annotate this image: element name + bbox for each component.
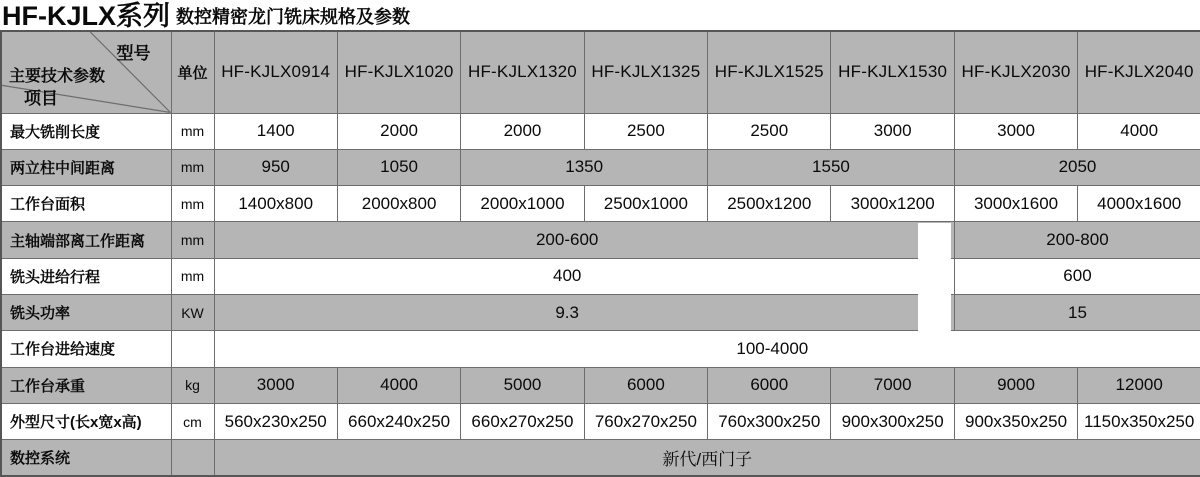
corner-params-label: 主要技术参数 [9, 68, 106, 85]
row-label: 两立柱中间距离 [1, 149, 171, 185]
value-cell: 15 [954, 294, 1200, 330]
value-cell: 2000 [337, 113, 460, 149]
value-cell: 新代/西门子 [214, 440, 1200, 476]
value-cell: 4000x1600 [1078, 186, 1200, 222]
value-cell: 1400x800 [214, 186, 337, 222]
series-title: HF-KJLX系列 [2, 1, 170, 31]
value-cell: 2500 [708, 113, 831, 149]
value-cell: 2000x1000 [461, 186, 584, 222]
row-label: 外型尺寸(长x宽x高) [1, 403, 171, 439]
model-header: HF-KJLX1020 [337, 31, 460, 113]
unit-cell: mm [171, 258, 214, 294]
value-cell: 400 [214, 258, 954, 294]
unit-cell: cm [171, 403, 214, 439]
unit-cell: mm [171, 222, 214, 258]
row-label: 工作台承重 [1, 367, 171, 403]
spec-table-wrap [0, 30, 1198, 475]
model-header: HF-KJLX0914 [214, 31, 337, 113]
value-cell: 200-800 [954, 222, 1200, 258]
spec-row [1, 367, 1200, 403]
value-cell: 3000x1600 [954, 186, 1077, 222]
value-cell: 5000 [461, 367, 584, 403]
value-cell: 2050 [954, 149, 1200, 185]
spec-row [1, 222, 1200, 258]
value-cell: 3000x1200 [831, 186, 954, 222]
unit-cell [171, 440, 214, 476]
value-cell: 760x300x250 [708, 403, 831, 439]
value-cell: 950 [214, 149, 337, 185]
value-cell: 7000 [831, 367, 954, 403]
value-cell: 560x230x250 [214, 403, 337, 439]
row-label: 数控系统 [1, 440, 171, 476]
spec-row [1, 294, 1200, 330]
unit-cell: kg [171, 367, 214, 403]
value-cell: 1150x350x250 [1078, 403, 1200, 439]
spec-row [1, 113, 1200, 149]
spec-row [1, 149, 1200, 185]
unit-cell: mm [171, 186, 214, 222]
unit-cell [171, 331, 214, 367]
value-cell: 2500 [584, 113, 707, 149]
row-label: 工作台进给速度 [1, 331, 171, 367]
value-cell: 660x240x250 [337, 403, 460, 439]
value-cell: 1550 [708, 149, 955, 185]
value-cell: 900x350x250 [954, 403, 1077, 439]
value-cell: 760x270x250 [584, 403, 707, 439]
row-label: 铣头功率 [1, 294, 171, 330]
spec-row [1, 331, 1200, 367]
value-cell: 9000 [954, 367, 1077, 403]
spec-row [1, 440, 1200, 476]
corner-header-cell [1, 31, 171, 113]
value-cell: 100-4000 [214, 331, 1200, 367]
model-header: HF-KJLX1525 [708, 31, 831, 113]
model-header: HF-KJLX2040 [1078, 31, 1200, 113]
value-cell: 6000 [708, 367, 831, 403]
row-label: 主轴端部离工作距离 [1, 222, 171, 258]
value-cell: 4000 [1078, 113, 1200, 149]
unit-cell: KW [171, 294, 214, 330]
spec-row [1, 186, 1200, 222]
value-cell: 9.3 [214, 294, 954, 330]
page-title [2, 0, 410, 30]
series-subtitle: 数控精密龙门铣床规格及参数 [176, 7, 410, 27]
value-cell: 4000 [337, 367, 460, 403]
row-label: 最大铣削长度 [1, 113, 171, 149]
unit-cell: mm [171, 113, 214, 149]
header-row [1, 31, 1200, 113]
unit-header-cell: 单位 [171, 31, 214, 113]
row-label: 工作台面积 [1, 186, 171, 222]
model-header: HF-KJLX1320 [461, 31, 584, 113]
value-cell: 3000 [831, 113, 954, 149]
model-header: HF-KJLX1325 [584, 31, 707, 113]
value-cell: 900x300x250 [831, 403, 954, 439]
model-header: HF-KJLX1530 [831, 31, 954, 113]
value-cell: 660x270x250 [461, 403, 584, 439]
corner-item-label: 项目 [24, 88, 58, 108]
value-cell: 200-600 [214, 222, 954, 258]
value-cell: 2500x1200 [708, 186, 831, 222]
row-label: 铣头进给行程 [1, 258, 171, 294]
value-cell: 1050 [337, 149, 460, 185]
spec-table [0, 30, 1200, 477]
spec-row [1, 258, 1200, 294]
value-cell: 600 [954, 258, 1200, 294]
value-cell: 12000 [1078, 367, 1200, 403]
model-header: HF-KJLX2030 [954, 31, 1077, 113]
value-cell: 1400 [214, 113, 337, 149]
value-cell: 2500x1000 [584, 186, 707, 222]
unit-cell: mm [171, 149, 214, 185]
value-cell: 6000 [584, 367, 707, 403]
value-cell: 3000 [214, 367, 337, 403]
spec-row [1, 403, 1200, 439]
value-cell: 2000x800 [337, 186, 460, 222]
value-cell: 3000 [954, 113, 1077, 149]
corner-model-label: 型号 [116, 44, 151, 63]
value-cell: 1350 [461, 149, 708, 185]
value-cell: 2000 [461, 113, 584, 149]
